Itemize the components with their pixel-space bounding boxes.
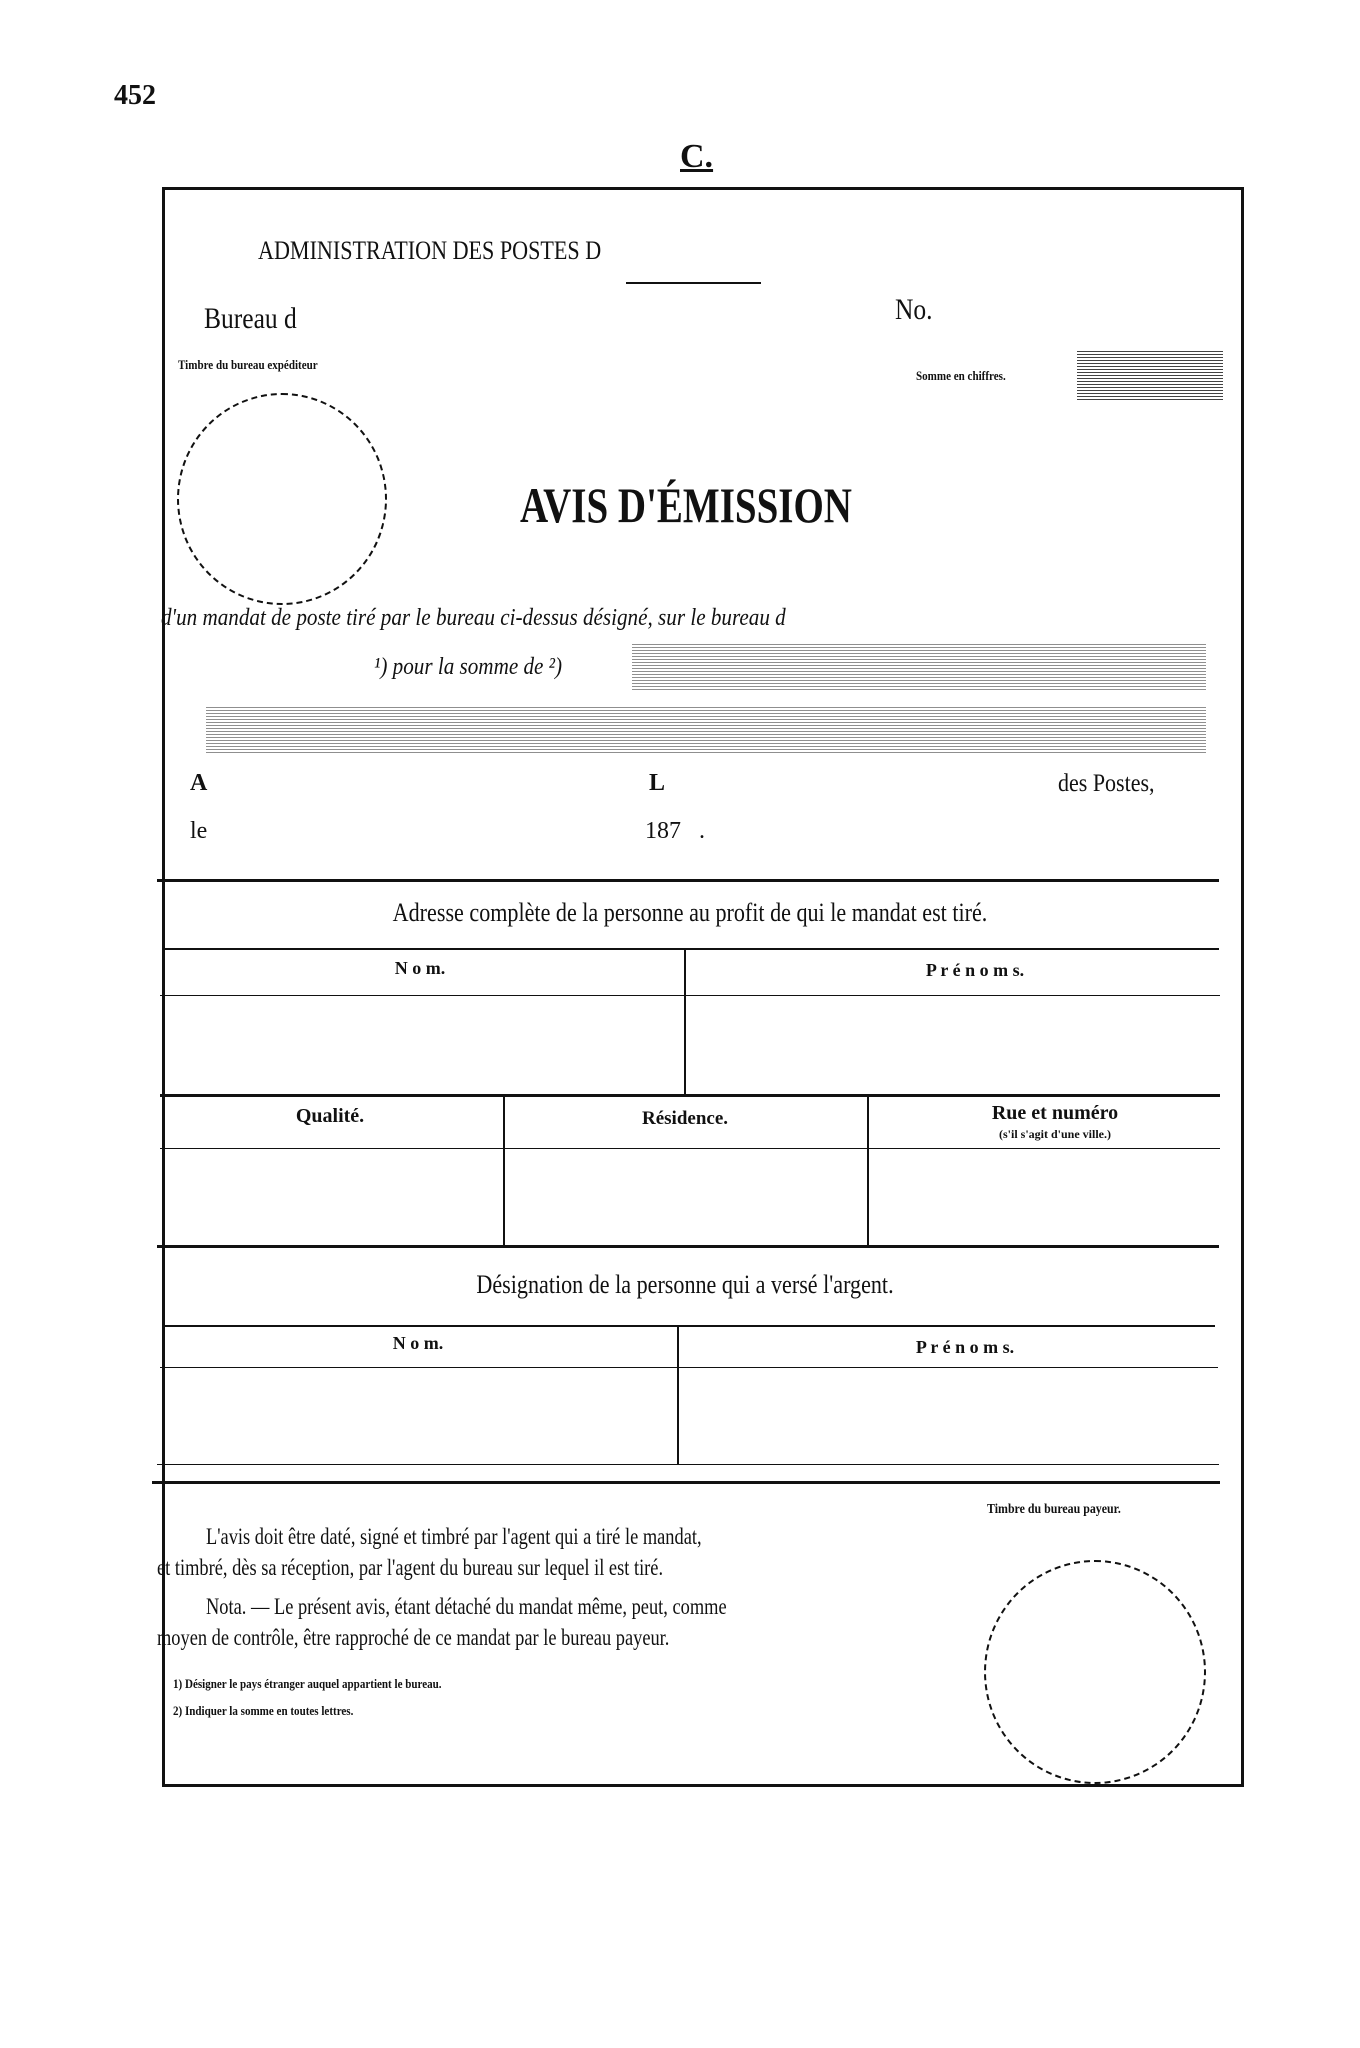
- administration-label: ADMINISTRATION DES POSTES D: [258, 236, 602, 265]
- number-label: No.: [895, 293, 933, 326]
- bureau-label: Bureau d: [204, 302, 297, 335]
- payee-nom-field[interactable]: [162, 997, 682, 1093]
- date-label: le: [190, 818, 208, 844]
- rule: [157, 1464, 1219, 1465]
- rule: [160, 1367, 1218, 1368]
- rue-header: Rue et numéro: [991, 1102, 1119, 1124]
- amount-figures-label: Somme en chiffres.: [916, 368, 1006, 383]
- payer-prenoms-header: P r é n o m s.: [915, 1337, 1015, 1357]
- payer-nom-field[interactable]: [162, 1369, 674, 1463]
- residence-header: Résidence.: [641, 1108, 729, 1129]
- column-divider: [677, 1325, 679, 1465]
- rule: [160, 995, 1220, 996]
- column-divider: [503, 1097, 505, 1245]
- payer-heading: Désignation de la personne qui a versé l'argent.: [476, 1270, 894, 1299]
- document-title: AVIS D'ÉMISSION: [520, 477, 852, 533]
- payer-nom-header: N o m.: [392, 1333, 444, 1353]
- rule: [160, 1148, 1220, 1149]
- rue-field[interactable]: [870, 1150, 1218, 1244]
- instructions-line-1: L'avis doit être daté, signé et timbré par l'agent qui a tiré le mandat,: [206, 1524, 702, 1549]
- payee-nom-header: N o m.: [394, 958, 446, 978]
- page-number: 452: [114, 80, 156, 111]
- amount-words-box-continued[interactable]: [206, 707, 1206, 753]
- residence-field[interactable]: [506, 1150, 866, 1244]
- paying-stamp-label: Timbre du bureau payeur.: [987, 1502, 1121, 1517]
- nota-line-2: moyen de contrôle, être rapproché de ce mandat par le bureau payeur.: [157, 1625, 670, 1650]
- qualite-header: Qualité.: [295, 1105, 365, 1127]
- column-divider: [867, 1097, 869, 1245]
- qualite-field[interactable]: [162, 1150, 502, 1244]
- section-letter: C.: [680, 138, 714, 175]
- rule: [160, 1094, 1220, 1097]
- year-label: 187 .: [645, 818, 705, 844]
- section-divider: [152, 1481, 1220, 1484]
- footnote-1: 1) Désigner le pays étranger auquel appartient le bureau.: [173, 1676, 442, 1691]
- rule: [165, 948, 1219, 950]
- nota-line-1: Nota. — Le présent avis, étant détaché du mandat même, peut, comme: [206, 1594, 727, 1619]
- section-divider: [157, 879, 1219, 882]
- amount-figures-box[interactable]: [1077, 350, 1223, 400]
- payee-heading: Adresse complète de la personne au profit de qui le mandat est tiré.: [392, 898, 988, 927]
- column-divider: [684, 948, 686, 1094]
- place-label: A: [190, 770, 208, 796]
- footnote-2: 2) Indiquer la somme en toutes lettres.: [173, 1703, 354, 1718]
- sender-stamp-label: Timbre du bureau expéditeur: [178, 357, 318, 372]
- mandate-line: d'un mandat de poste tiré par le bureau ci-dessus désigné, sur le bureau d: [161, 605, 786, 631]
- rule: [165, 1325, 1215, 1327]
- paying-stamp-circle: [984, 1560, 1206, 1784]
- payer-prenoms-field[interactable]: [681, 1369, 1217, 1463]
- rue-note: (s'il s'agit d'une ville.): [998, 1127, 1112, 1141]
- l-label: L: [649, 770, 666, 796]
- section-divider: [157, 1245, 1219, 1248]
- amount-words-label: ¹) pour la somme de ²): [374, 654, 563, 680]
- payee-prenoms-header: P r é n o m s.: [925, 960, 1025, 980]
- sender-stamp-circle: [177, 393, 387, 605]
- payee-prenoms-field[interactable]: [688, 997, 1218, 1093]
- postes-label: des Postes,: [1058, 770, 1155, 797]
- amount-words-box[interactable]: [632, 643, 1206, 690]
- divider: [626, 282, 761, 284]
- instructions-line-2: et timbré, dès sa réception, par l'agent du bureau sur lequel il est tiré.: [157, 1555, 664, 1580]
